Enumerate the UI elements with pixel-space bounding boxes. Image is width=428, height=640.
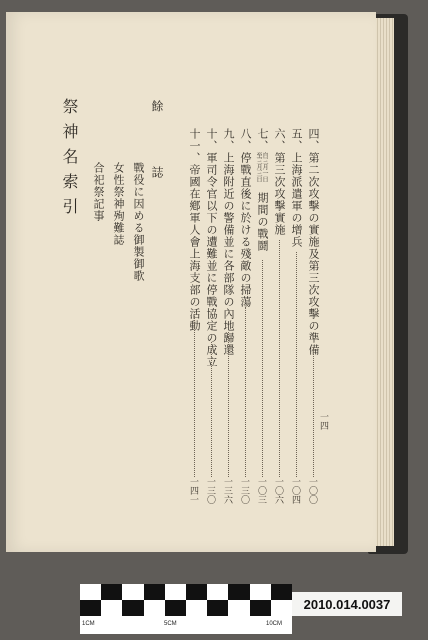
color-calibration-ruler [80, 584, 292, 634]
toc-leader-4 [313, 347, 314, 477]
appendix-heading: 餘 誌 [150, 100, 164, 188]
toc-page-8: 一三〇 [239, 477, 249, 504]
ruler-scale [80, 617, 292, 633]
toc-page-4: 一〇〇 [307, 477, 317, 504]
index-heading: 祭神名索引 [60, 98, 79, 223]
toc-page-6: 一〇六 [273, 477, 283, 504]
accession-number-label: 2010.014.0037 [292, 592, 402, 616]
toc-chapter-7-rest: 期間の戰鬪 [256, 192, 269, 252]
toc-leader-10 [211, 342, 212, 477]
ruler-checker-row-1 [80, 584, 292, 600]
toc-page-9: 一三六 [222, 477, 232, 504]
appendix-item-1: 戰役に因める御製御歌 [132, 162, 145, 282]
toc-leader-8 [245, 307, 246, 477]
toc-chapter-11: 十一、帝國在鄕軍人會上海支部の活動 [188, 128, 201, 332]
toc-page-7: 一〇三 [256, 477, 266, 504]
ruler-label-10cm: 10CM [266, 621, 283, 627]
toc-leader-7 [262, 260, 263, 477]
ruler-label-1cm: 1CM [82, 621, 95, 627]
toc-page-5: 一〇四 [290, 477, 300, 504]
toc-chapter-4: 四、第二次攻擊の實施及第三次攻擊の準備 [307, 128, 320, 356]
toc-leader-6 [279, 240, 280, 477]
toc-leader-5 [296, 252, 297, 477]
toc-chapter-7-note-2: 至三月三日 [255, 152, 262, 182]
ruler-checker-row-2 [80, 600, 292, 616]
toc-chapter-7: 七、 [256, 128, 269, 152]
appendix-item-3: 合祀祭記事 [92, 162, 105, 222]
toc-chapter-10: 十、軍司令官以下の遭難並に停戰協定の成立 [205, 128, 218, 368]
page-folio: 一四 [318, 412, 328, 430]
toc-chapter-6: 六、第三次攻擊實施 [273, 128, 286, 236]
ruler-label-5cm: 5CM [164, 621, 177, 627]
toc-page-10: 一三〇 [205, 477, 215, 504]
toc-chapter-9: 九、上海附近の警備並に各部隊の內地歸還 [222, 128, 235, 356]
toc-chapter-8: 八、停戰直後に於ける殘敵の掃蕩 [239, 128, 252, 308]
toc-chapter-7-note-1: 自三月一日 [261, 152, 268, 182]
appendix-item-2: 女性祭神殉難誌 [112, 162, 125, 246]
toc-leader-11 [194, 312, 195, 477]
toc-chapter-5: 五、上海派遣軍の增兵 [290, 128, 303, 248]
book-page [6, 12, 376, 552]
toc-page-11: 一四一 [188, 477, 198, 504]
toc-leader-9 [228, 332, 229, 477]
